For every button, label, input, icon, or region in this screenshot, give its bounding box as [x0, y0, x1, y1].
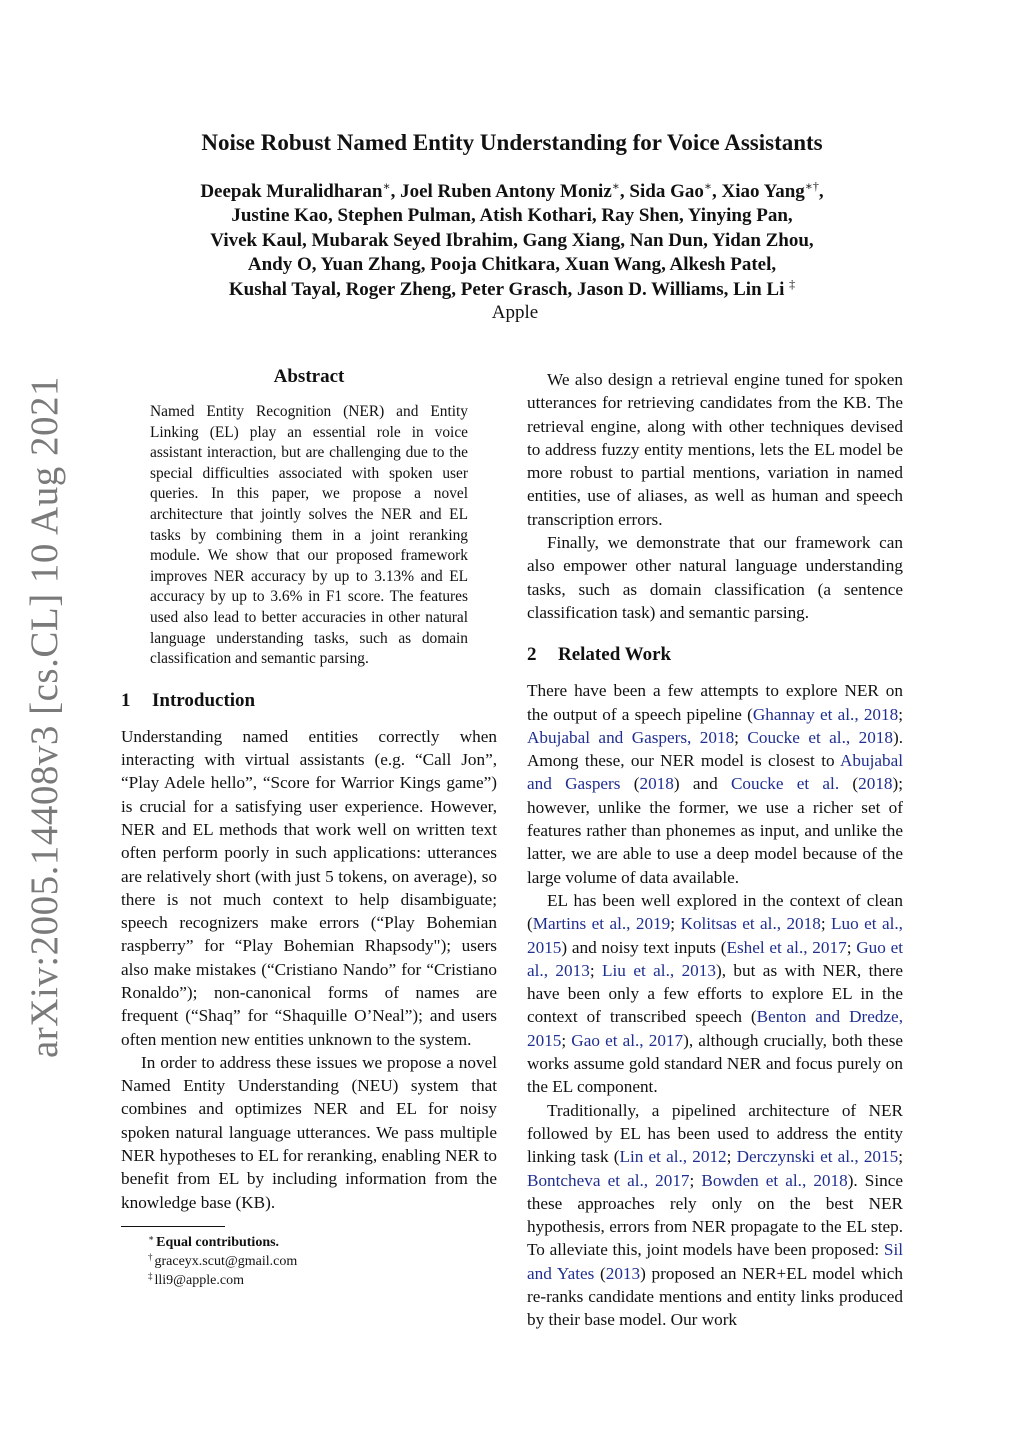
text-run: ;	[846, 937, 857, 957]
text-run: ); however, unlike the former, we use a richer set of features rather than phonemes as input, and unlike the latter, we are able to use a deep model because of the large volume of data available.	[527, 774, 904, 887]
author-name: Sida Gao	[629, 181, 704, 202]
section-number: 1	[121, 689, 131, 711]
citation-link[interactable]: Abujabal and Gaspers	[527, 751, 903, 794]
citation-link[interactable]: Coucke et al.	[730, 774, 840, 794]
text-run: ), although crucially, both these works assume gold standard NER and focus purely on the EL component.	[527, 1030, 904, 1097]
footnote-mark: ‡	[148, 1270, 153, 1281]
left-column	[121, 366, 497, 1290]
arxiv-watermark: arXiv:2005.14408v3 [cs.CL] 10 Aug 2021	[23, 376, 66, 1058]
citation-link[interactable]: Gao et al., 2017	[571, 1030, 684, 1050]
affiliation: Apple	[491, 302, 539, 323]
footnote-2	[121, 1252, 497, 1271]
citation-link[interactable]: Guo et al., 2013	[527, 937, 903, 980]
citation-link[interactable]: Bontcheva et al., 2017	[527, 1170, 690, 1190]
related-paragraph-1	[527, 679, 903, 889]
citation-link[interactable]: 2018	[639, 774, 674, 794]
abstract-text: Named Entity Recognition (NER) and Entity Linking (EL) play an essential role in voice assistant interaction, but are challenging due to the special difficulties associated with spoken user queries. In this paper, we propose a novel architecture that jointly solves the NER and EL tasks by combining them in a joint reranking module. We show that our proposed framework improves NER accuracy by up to 3.13% and EL accuracy by up to 3.6% in F1 score. The features used also lead to better accuracies in other natural language understanding tasks, such as domain classification and semantic parsing.	[150, 403, 468, 668]
text-run: ), but as with NER, there have been only a few efforts to explore EL in the context of transcribed speech (	[527, 960, 903, 1027]
author-line-5	[120, 278, 904, 302]
right-column	[527, 368, 903, 1332]
footnote-1	[121, 1233, 497, 1252]
author-mark: ∗†	[804, 179, 819, 193]
citation-link[interactable]: 2018	[858, 774, 893, 794]
text-run: ;	[820, 914, 832, 934]
related-paragraph-3	[527, 1099, 903, 1332]
section-title: Introduction	[152, 689, 256, 711]
text-run: EL has been well explored in the context of clean (	[527, 890, 903, 934]
intro-paragraph-4: Finally, we demonstrate that our framework can also empower other natural language understanding tasks, such as domain classification (a sentence classification task) and semantic parsing.	[527, 533, 903, 622]
abstract-heading: Abstract	[273, 366, 345, 387]
intro-paragraph-3: We also design a retrieval engine tuned for spoken utterances for retrieving candidates from the KB. The retrieval engine, along with other techniques devised to address fuzzy entity mentions, lets the EL model be more robust to partial mentions, variation in named entities, use of aliases, as well as human and speech transcription errors.	[527, 370, 903, 529]
citation-link[interactable]: Kolitsas et al., 2018	[680, 914, 821, 934]
author-line-3: Vivek Kaul, Mubarak Seyed Ibrahim, Gang Xiang, Nan Dun, Yidan Zhou,	[210, 229, 814, 251]
citation-link[interactable]: Luo et al., 2015	[527, 914, 903, 957]
author-mark: ∗	[611, 179, 620, 193]
footnote-mark: ∗	[148, 1232, 155, 1243]
text-run: ;	[898, 704, 903, 724]
section-title: Related Work	[558, 644, 672, 666]
footnote-rule	[121, 1226, 225, 1227]
citation-link[interactable]: Coucke et al., 2018	[747, 727, 893, 747]
text-run: ;	[734, 727, 748, 747]
text-run: (	[594, 1263, 606, 1283]
intro-paragraph-1: Understanding named entities correctly when interacting with virtual assistants (e.g. “Call Jon”, “Play Adele hello”, “Score for Warrior Kings game”) is crucial for a satisfying user experience. However, NER and EL methods that work well on written text often perform poorly in such applications: utterances are relatively short (with just 5 tokens, on average), so there is not much context to help disambiguate; speech recognizers make errors (“Play Bohemian raspberry” for “Play Bohemian Rhapsody"); users also make mistakes (“Cristiano Nando” for “Cristiano Ronaldo”); non-canonical forms of names are frequent (“Shaq” for “Shaquille O’Neal”); and users often mention new entities unknown to the system.	[121, 726, 497, 1049]
section-heading-related-work	[527, 644, 903, 666]
text-run: ). Since these approaches rely only on the best NER hypothesis, errors from NER propagate to the EL step. To alleviate this, joint models have been proposed:	[527, 1170, 903, 1260]
footnote-3	[121, 1271, 497, 1290]
citation-link[interactable]: Bowden et al., 2018	[701, 1170, 848, 1190]
citation-link[interactable]: Ghannay et al., 2018	[752, 704, 899, 724]
citation-link[interactable]: Eshel et al., 2017	[726, 937, 847, 957]
text-run: ) and	[673, 774, 731, 794]
author-line-2: Justine Kao, Stephen Pulman, Atish Kothari, Ray Shen, Yinying Pan,	[231, 205, 793, 227]
citation-link[interactable]: Benton and Dredze, 2015	[527, 1007, 903, 1050]
author-list	[120, 180, 904, 302]
citation-link[interactable]: Derczynski et al., 2015	[736, 1147, 899, 1167]
section-heading-introduction	[121, 690, 497, 712]
text-run: ;	[898, 1147, 903, 1167]
footnote-mark: †	[148, 1251, 153, 1262]
footnote-email: graceyx.scut@gmail.com	[154, 1253, 298, 1269]
text-run: Traditionally, a pipelined architecture of NER followed by EL has been used to address the entity linking task (	[527, 1100, 903, 1167]
author-mark: ‡	[789, 276, 796, 291]
citation-link[interactable]: Martins et al., 2019	[532, 914, 671, 934]
author-name: Deepak Muralidharan	[200, 181, 383, 202]
citation-link[interactable]: 2013	[605, 1263, 641, 1283]
text-run: ;	[726, 1147, 737, 1167]
text-run: ;	[689, 1170, 702, 1190]
author-mark: ∗	[703, 179, 713, 193]
author-name: Xiao Yang	[721, 181, 805, 202]
text-run: (	[839, 774, 859, 794]
author-line-1: Deepak Muralidharan∗, Joel Ruben Antony Moniz∗, Sida Gao∗, Xiao Yang∗†,	[200, 179, 824, 202]
text-run: (	[620, 774, 640, 794]
footnote-email: lli9@apple.com	[154, 1272, 244, 1288]
citation-link[interactable]: Lin et al., 2012	[619, 1147, 727, 1167]
citation-link[interactable]: Liu et al., 2013	[602, 960, 716, 980]
intro-paragraph-2: In order to address these issues we propose a novel Named Entity Understanding (NEU) system that combines and optimizes NER and EL for noisy spoken natural language utterances. We pass multiple NER hypotheses to EL for reranking, enabling NER to benefit from EL by including information from the knowledge base (KB).	[121, 1052, 497, 1212]
text-run: ;	[670, 914, 681, 934]
text-run: ) and noisy text inputs (	[561, 937, 727, 957]
author-name: Joel Ruben Antony Moniz	[400, 181, 612, 202]
citation-link[interactable]: Abujabal and Gaspers, 2018	[527, 727, 735, 747]
text-run: ;	[561, 1030, 572, 1050]
author-mark: ∗	[382, 179, 391, 193]
author-line-4: Andy O, Yuan Zhang, Pooja Chitkara, Xuan Wang, Alkesh Patel,	[247, 254, 777, 276]
section-number: 2	[527, 644, 537, 666]
text-run: ;	[589, 960, 603, 980]
paper-title: Noise Robust Named Entity Understanding for Voice Assistants	[201, 130, 823, 155]
text-run: ). Among these, our NER model is closest to	[527, 727, 904, 771]
text-run: There have been a few attempts to explore NER on the output of a speech pipeline (	[527, 681, 903, 724]
citation-link[interactable]: Sil and Yates	[527, 1240, 903, 1283]
footnote-text: Equal contributions.	[156, 1234, 280, 1250]
author-line-5-text: Kushal Tayal, Roger Zheng, Peter Grasch, Jason D. Williams, Lin Li	[228, 278, 785, 300]
text-run: ) proposed an NER+EL model which re-ranks candidate mentions and entity links produced by their base model. Our work	[527, 1263, 903, 1330]
related-paragraph-2	[527, 889, 903, 1099]
